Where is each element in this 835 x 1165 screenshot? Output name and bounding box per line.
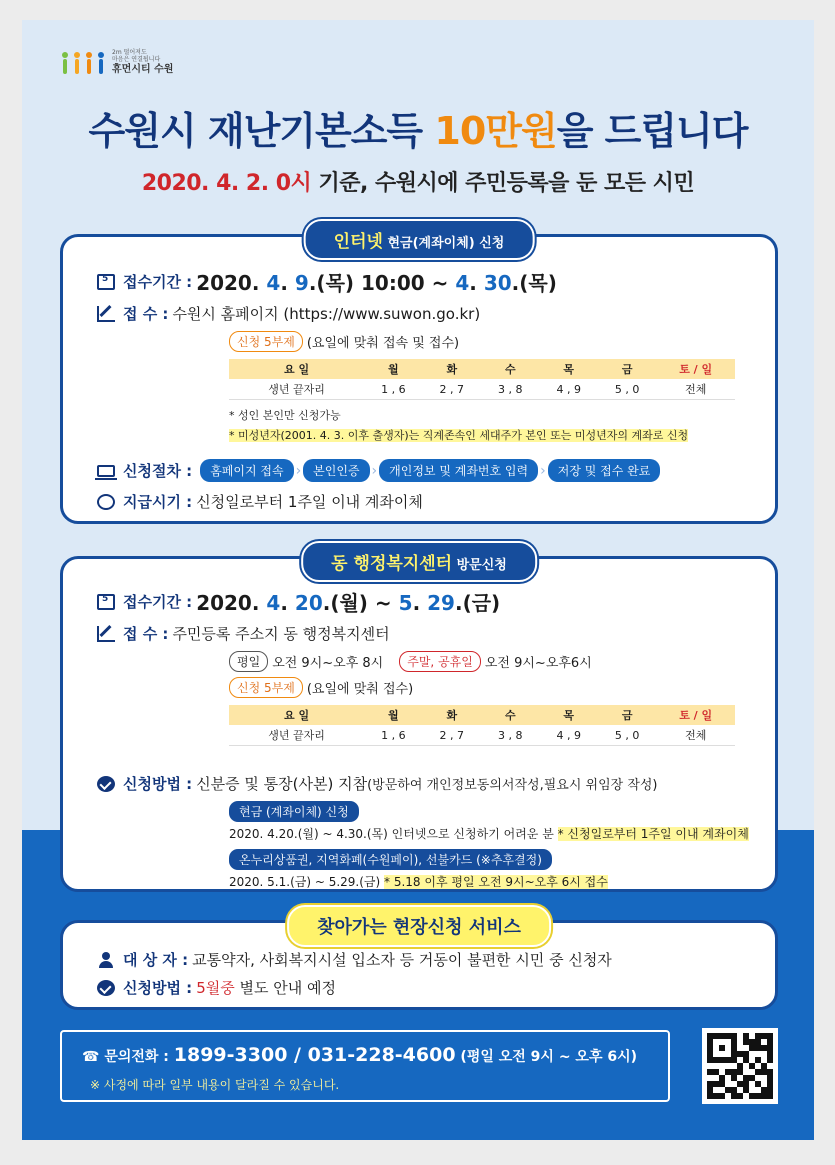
chevron-right-icon: › <box>371 462 378 479</box>
phone-hours: (평일 오전 9시 ~ 오후 6시) <box>455 1049 638 1065</box>
online-section <box>60 234 778 524</box>
phone-label: ☎ 문의전화 : <box>82 1049 174 1065</box>
cash-highlight: * 신청일로부터 1주일 이내 계좌이체 <box>557 827 749 841</box>
table-header: 월 <box>364 705 422 725</box>
process-steps <box>200 459 660 482</box>
table-cell: 5 , 0 <box>598 379 656 400</box>
table-cell: 1 , 6 <box>364 725 422 746</box>
phone-number[interactable]: 1899-3300 / 031-228-4600 <box>173 1044 456 1066</box>
table-cell: 1 , 6 <box>364 379 422 400</box>
online-note-adult: * 성인 본인만 신청가능 <box>229 409 341 422</box>
footer-disclaimer: ※ 사정에 따라 일부 내용이 달라질 수 있습니다. <box>90 1078 340 1092</box>
person-figure-icon <box>60 52 70 74</box>
table-header: 수 <box>481 705 539 725</box>
five-day-pill: 신청 5부제 <box>229 677 303 698</box>
calendar-icon <box>97 274 115 290</box>
title-highlight: 10만원 <box>434 109 557 153</box>
table-cell: 2 , 7 <box>423 725 481 746</box>
online-birth-table <box>229 359 735 400</box>
visit-birth-table <box>229 705 735 746</box>
online-tab-sub: 현금(계좌이체) 신청 <box>382 236 505 251</box>
person-figure-icon <box>84 52 94 74</box>
outreach-tab: 찾아가는 현장신청 서비스 <box>287 905 551 947</box>
table-cell: 생년 끝자리 <box>229 725 364 746</box>
outreach-section <box>60 917 778 1010</box>
table-cell: 전체 <box>656 379 735 400</box>
check-circle-icon <box>97 776 115 792</box>
visit-method-value: 신분증 및 통장(사본) 지참 <box>196 775 368 793</box>
online-apply-row <box>97 303 480 324</box>
coin-icon <box>97 494 115 510</box>
process-step: 홈페이지 접속 <box>200 459 293 482</box>
online-apply-label: 접 수 : <box>123 305 169 323</box>
pen-icon <box>97 626 115 642</box>
five-day-note: (요일에 맞춰 접속 및 접수) <box>306 336 460 351</box>
table-header: 화 <box>423 705 481 725</box>
outreach-target-row <box>97 949 612 970</box>
online-period-label: 접수기간 : <box>123 273 193 291</box>
person-icon <box>97 952 115 968</box>
table-row <box>229 725 735 746</box>
table-header: 토 / 일 <box>656 705 735 725</box>
table-header: 토 / 일 <box>656 359 735 379</box>
table-cell: 전체 <box>656 725 735 746</box>
poster <box>22 20 814 1140</box>
visit-hours-row <box>229 651 592 672</box>
visit-period-label: 접수기간 : <box>123 593 193 611</box>
cash-text: 2020. 4.20.(월) ~ 4.30.(목) 인터넷으로 신청하기 어려운 분 <box>229 827 558 841</box>
voucher-line <box>229 873 608 890</box>
outreach-target-value: 교통약자, 사회복지시설 입소자 등 거동이 불편한 시민 중 신청자 <box>192 951 612 969</box>
logo-tagline-2: 마음은 연결됩니다 <box>112 55 161 63</box>
table-header: 금 <box>598 705 656 725</box>
weekend-time: 오전 9시~오후6시 <box>484 656 592 671</box>
table-cell: 2 , 7 <box>423 379 481 400</box>
table-cell: 4 , 9 <box>539 379 597 400</box>
weekday-time: 오전 9시~오후 8시 <box>272 656 384 671</box>
visit-apply-row <box>97 623 390 644</box>
five-day-note: (요일에 맞춰 접수) <box>306 682 414 697</box>
online-note-minor: * 미성년자(2001. 4. 3. 이후 출생자)는 직계존속인 세대주가 본인 또는 미성년자의 계좌로 신청 <box>229 429 689 442</box>
calendar-icon <box>97 594 115 610</box>
voucher-highlight: * 5.18 이후 평일 오전 9시~오후 6시 접수 <box>384 875 608 889</box>
laptop-icon <box>97 465 115 477</box>
online-tab-main: 인터넷 <box>333 232 383 252</box>
process-step: 저장 및 접수 완료 <box>548 459 661 482</box>
logo-figures-icon <box>60 52 106 74</box>
table-header: 화 <box>423 359 481 379</box>
online-period-row <box>97 267 557 296</box>
cash-chip: 현금 (계좌이체) 신청 <box>229 801 359 822</box>
online-tab <box>304 219 535 260</box>
table-cell: 생년 끝자리 <box>229 379 364 400</box>
logo-tagline-1: 2m 떨어져도 <box>112 49 147 56</box>
table-row <box>229 379 735 400</box>
process-step: 개인정보 및 계좌번호 입력 <box>379 459 538 482</box>
visit-section <box>60 556 778 892</box>
pen-icon <box>97 306 115 322</box>
online-pay-row <box>97 491 423 512</box>
visit-period-value: 2020. 4. 20.(월) ~ 5. 29.(금) <box>196 591 501 615</box>
qr-code-icon[interactable] <box>702 1028 778 1104</box>
table-header: 요 일 <box>229 705 364 725</box>
visit-method-note: (방문하여 개인정보동의서작성,필요시 위임장 작성) <box>367 778 658 793</box>
cash-line <box>229 825 749 842</box>
weekday-pill: 평일 <box>229 651 268 672</box>
outreach-method-row <box>97 977 336 998</box>
process-step: 본인인증 <box>303 459 369 482</box>
table-header: 목 <box>539 359 597 379</box>
logo-name: 휴먼시티 수원 <box>112 63 174 75</box>
city-logo <box>60 50 173 75</box>
table-header: 금 <box>598 359 656 379</box>
visit-tab <box>301 541 537 582</box>
outreach-method-rest: 별도 안내 예정 <box>234 979 336 997</box>
subtitle-rest: 기준, 수원시에 주민등록을 둔 모든 시민 <box>311 171 695 196</box>
outreach-method-label: 신청방법 : <box>123 979 193 997</box>
page-title <box>22 100 814 155</box>
five-day-pill: 신청 5부제 <box>229 331 303 352</box>
title-pre: 수원시 재난기본소득 <box>88 109 435 153</box>
visit-period-row <box>97 587 500 616</box>
visit-method-row <box>97 773 658 794</box>
online-pay-label: 지급시기 : <box>123 493 193 511</box>
table-header: 요 일 <box>229 359 364 379</box>
contact-footer <box>60 1030 670 1102</box>
person-figure-icon <box>72 52 82 74</box>
table-header: 월 <box>364 359 422 379</box>
person-figure-icon <box>96 52 106 74</box>
online-five-row <box>229 331 459 352</box>
online-apply-value: 수원시 홈페이지 (https://www.suwon.go.kr) <box>172 305 481 323</box>
visit-tab-main: 동 행정복지센터 <box>331 554 453 574</box>
visit-five-row <box>229 677 413 698</box>
contact-phone <box>82 1044 637 1066</box>
title-post: 을 드립니다 <box>556 109 748 153</box>
chevron-right-icon: › <box>540 462 546 479</box>
subtitle-date: 2020. 4. 2. 0시 <box>141 171 312 196</box>
visit-apply-value: 주민등록 주소지 동 행정복지센터 <box>172 625 390 643</box>
visit-method-label: 신청방법 : <box>123 775 193 793</box>
table-cell: 4 , 9 <box>539 725 597 746</box>
visit-tab-sub: 방문신청 <box>452 558 507 573</box>
online-pay-value: 신청일로부터 1주일 이내 계좌이체 <box>196 493 423 511</box>
voucher-text: 2020. 5.1.(금) ~ 5.29.(금) <box>229 875 385 889</box>
online-process-row <box>97 459 660 482</box>
visit-apply-label: 접 수 : <box>123 625 169 643</box>
table-header: 수 <box>481 359 539 379</box>
page-subtitle <box>22 166 814 197</box>
voucher-chip: 온누리상품권, 지역화폐(수원페이), 선불카드 (※추후결정) <box>229 849 552 870</box>
table-cell: 3 , 8 <box>481 725 539 746</box>
online-process-label: 신청절차 : <box>123 462 193 480</box>
online-period-value: 2020. 4. 9.(목) 10:00 ~ 4. 30.(목) <box>196 271 557 295</box>
weekend-pill: 주말, 공휴일 <box>399 651 481 672</box>
outreach-method-month: 5월중 <box>196 979 235 997</box>
table-cell: 5 , 0 <box>598 725 656 746</box>
outreach-target-label: 대 상 자 : <box>123 951 189 969</box>
chevron-right-icon: › <box>295 462 302 479</box>
table-cell: 3 , 8 <box>481 379 539 400</box>
table-header-row <box>229 705 735 725</box>
check-circle-icon <box>97 980 115 996</box>
table-header: 목 <box>539 705 597 725</box>
table-header-row <box>229 359 735 379</box>
